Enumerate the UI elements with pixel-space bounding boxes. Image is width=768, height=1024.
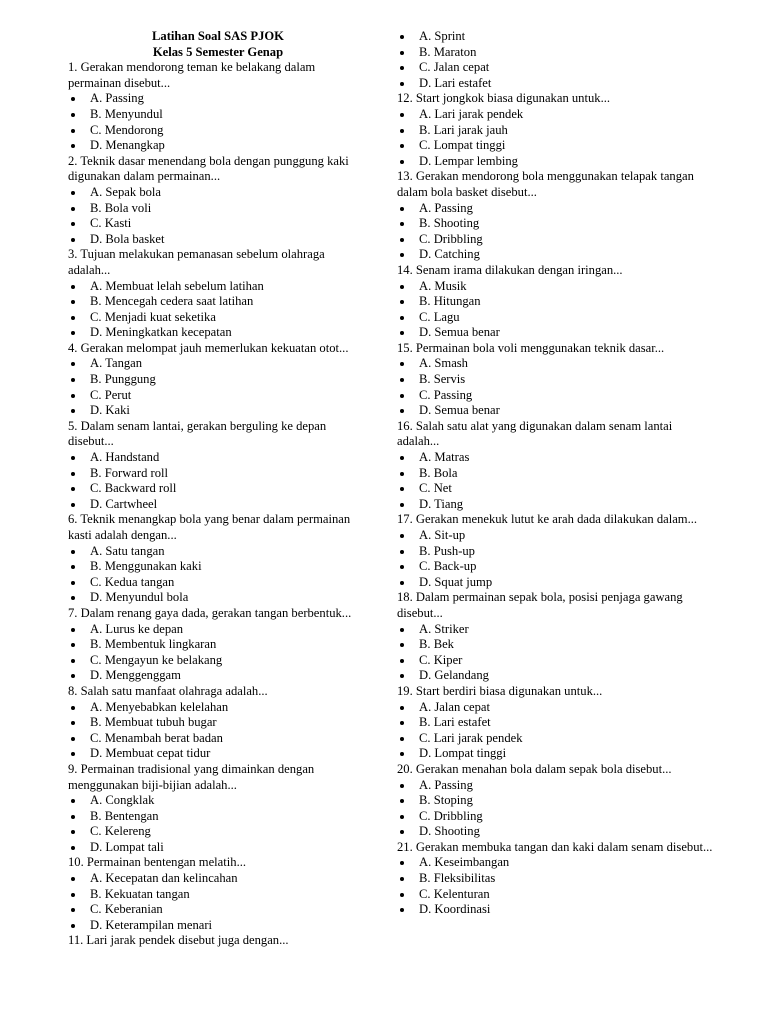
answer-options [397, 855, 713, 917]
answer-options [68, 450, 368, 512]
answer-option: D. Lompat tali [68, 840, 368, 856]
answer-option: A. Lurus ke depan [68, 622, 368, 638]
answer-option: C. Keberanian [68, 902, 368, 918]
answer-option: D. Semua benar [397, 325, 713, 341]
answer-option: C. Lagu [397, 310, 713, 326]
answer-option: A. Membuat lelah sebelum latihan [68, 279, 368, 295]
answer-options [397, 778, 713, 840]
answer-option: D. Gelandang [397, 668, 713, 684]
answer-option: A. Sepak bola [68, 185, 368, 201]
answer-option: B. Membuat tubuh bugar [68, 715, 368, 731]
answer-option: C. Kelereng [68, 824, 368, 840]
answer-options [68, 544, 368, 606]
answer-option: C. Backward roll [68, 481, 368, 497]
answer-option: B. Bek [397, 637, 713, 653]
answer-option: A. Smash [397, 356, 713, 372]
answer-option: A. Sit-up [397, 528, 713, 544]
answer-option: C. Kedua tangan [68, 575, 368, 591]
answer-option: D. Menyundul bola [68, 590, 368, 606]
question-list [397, 29, 713, 918]
question-text: 11. Lari jarak pendek disebut juga dengan... [68, 933, 289, 948]
answer-option: A. Passing [68, 91, 368, 107]
answer-options [397, 356, 713, 418]
answer-option: D. Kaki [68, 403, 368, 419]
answer-options [397, 622, 713, 684]
answer-option: A. Menyebabkan kelelahan [68, 700, 368, 716]
question-text: 18. Dalam permainan sepak bola, posisi penjaga gawang disebut... [397, 590, 683, 620]
answer-options [68, 871, 368, 933]
question-text: 12. Start jongkok biasa digunakan untuk... [397, 91, 611, 106]
answer-option: B. Lari jarak jauh [397, 123, 713, 139]
answer-option: B. Push-up [397, 544, 713, 560]
answer-option: C. Passing [397, 388, 713, 404]
answer-option: B. Mencegah cedera saat latihan [68, 294, 368, 310]
answer-option: B. Kekuatan tangan [68, 887, 368, 903]
answer-option: B. Hitungan [397, 294, 713, 310]
question-text: 19. Start berdiri biasa digunakan untuk... [397, 683, 603, 698]
document-subtitle: Kelas 5 Semester Genap [152, 44, 284, 59]
question-text: 17. Gerakan menekuk lutut ke arah dada dilakukan dalam... [397, 512, 698, 527]
answer-option: A. Lari jarak pendek [397, 107, 713, 123]
right-column [397, 29, 713, 918]
answer-option: C. Dribbling [397, 809, 713, 825]
answer-options [397, 29, 713, 91]
answer-option: A. Jalan cepat [397, 700, 713, 716]
answer-options [397, 528, 713, 590]
answer-option: A. Passing [397, 778, 713, 794]
question-text: 8. Salah satu manfaat olahraga adalah... [68, 683, 268, 698]
answer-option: C. Dribbling [397, 232, 713, 248]
answer-option: A. Sprint [397, 29, 713, 45]
answer-option: D. Shooting [397, 824, 713, 840]
answer-option: D. Menangkap [68, 138, 368, 154]
answer-option: D. Koordinasi [397, 902, 713, 918]
question-text: 1. Gerakan mendorong teman ke belakang dalam permainan disebut... [68, 60, 316, 90]
question-text: 13. Gerakan mendorong bola menggunakan telapak tangan dalam bola basket disebut... [397, 169, 694, 199]
answer-option: D. Semua benar [397, 403, 713, 419]
answer-option: C. Lari jarak pendek [397, 731, 713, 747]
answer-option: A. Kecepatan dan kelincahan [68, 871, 368, 887]
question-text: 4. Gerakan melompat jauh memerlukan kekuatan otot... [68, 340, 349, 355]
question-list [68, 60, 368, 949]
answer-option: A. Handstand [68, 450, 368, 466]
answer-option: D. Squat jump [397, 575, 713, 591]
left-column [68, 29, 368, 949]
answer-option: D. Lari estafet [397, 76, 713, 92]
question-text: 10. Permainan bentengan melatih... [68, 855, 247, 870]
answer-option: C. Mengayun ke belakang [68, 653, 368, 669]
answer-option: C. Jalan cepat [397, 60, 713, 76]
answer-option: B. Bola voli [68, 201, 368, 217]
document-title: Latihan Soal SAS PJOK [152, 29, 284, 43]
question-text: 3. Tujuan melakukan pemanasan sebelum olahraga adalah... [68, 247, 325, 277]
answer-option: D. Lompat tinggi [397, 746, 713, 762]
answer-options [68, 622, 368, 684]
answer-option: D. Lempar lembing [397, 154, 713, 170]
answer-option: A. Keseimbangan [397, 855, 713, 871]
answer-option: C. Menjadi kuat seketika [68, 310, 368, 326]
answer-option: D. Meningkatkan kecepatan [68, 325, 368, 341]
answer-option: B. Stoping [397, 793, 713, 809]
answer-option: B. Bentengan [68, 809, 368, 825]
question-text: 21. Gerakan membuka tangan dan kaki dalam senam disebut... [397, 839, 713, 854]
question-text: 9. Permainan tradisional yang dimainkan dengan menggunakan biji-bijian adalah... [68, 761, 315, 792]
answer-options [68, 356, 368, 418]
answer-option: D. Catching [397, 247, 713, 263]
answer-options [68, 91, 368, 153]
answer-option: C. Net [397, 481, 713, 497]
answer-option: A. Passing [397, 201, 713, 217]
answer-option: A. Matras [397, 450, 713, 466]
answer-option: B. Bola [397, 466, 713, 482]
answer-option: B. Lari estafet [397, 715, 713, 731]
answer-options [397, 107, 713, 169]
answer-option: D. Menggenggam [68, 668, 368, 684]
answer-option: B. Forward roll [68, 466, 368, 482]
question-text: 15. Permainan bola voli menggunakan teknik dasar... [397, 340, 665, 355]
answer-option: C. Kasti [68, 216, 368, 232]
answer-options [397, 279, 713, 341]
answer-option: D. Membuat cepat tidur [68, 746, 368, 762]
answer-option: D. Tiang [397, 497, 713, 513]
answer-options [68, 700, 368, 762]
question-text: 2. Teknik dasar menendang bola dengan punggung kaki digunakan dalam permainan... [68, 153, 349, 184]
answer-option: C. Back-up [397, 559, 713, 575]
answer-option: C. Kelenturan [397, 887, 713, 903]
answer-option: B. Shooting [397, 216, 713, 232]
answer-options [68, 793, 368, 855]
question-text: 16. Salah satu alat yang digunakan dalam senam lantai adalah... [397, 418, 673, 449]
answer-options [68, 279, 368, 341]
answer-option: C. Kiper [397, 653, 713, 669]
answer-option: A. Tangan [68, 356, 368, 372]
answer-option: A. Musik [397, 279, 713, 295]
answer-option: D. Bola basket [68, 232, 368, 248]
answer-option: B. Menyundul [68, 107, 368, 123]
answer-option: D. Keterampilan menari [68, 918, 368, 934]
answer-option: D. Cartwheel [68, 497, 368, 513]
answer-options [397, 201, 713, 263]
answer-options [68, 185, 368, 247]
question-text: 14. Senam irama dilakukan dengan iringan... [397, 262, 623, 277]
answer-option: C. Menambah berat badan [68, 731, 368, 747]
answer-option: A. Striker [397, 622, 713, 638]
answer-option: A. Satu tangan [68, 544, 368, 560]
answer-option: C. Perut [68, 388, 368, 404]
answer-option: B. Menggunakan kaki [68, 559, 368, 575]
answer-option: B. Servis [397, 372, 713, 388]
question-text: 6. Teknik menangkap bola yang benar dalam permainan kasti adalah dengan... [68, 512, 351, 542]
answer-options [397, 450, 713, 512]
answer-option: A. Congklak [68, 793, 368, 809]
question-text: 7. Dalam renang gaya dada, gerakan tangan berbentuk... [68, 605, 352, 620]
answer-option: B. Fleksibilitas [397, 871, 713, 887]
answer-option: C. Mendorong [68, 123, 368, 139]
answer-option: C. Lompat tinggi [397, 138, 713, 154]
answer-option: B. Punggung [68, 372, 368, 388]
answer-option: B. Membentuk lingkaran [68, 637, 368, 653]
question-text: 5. Dalam senam lantai, gerakan berguling ke depan disebut... [68, 418, 327, 449]
question-text: 20. Gerakan menahan bola dalam sepak bola disebut... [397, 761, 672, 776]
answer-options [397, 700, 713, 762]
answer-option: B. Maraton [397, 45, 713, 61]
